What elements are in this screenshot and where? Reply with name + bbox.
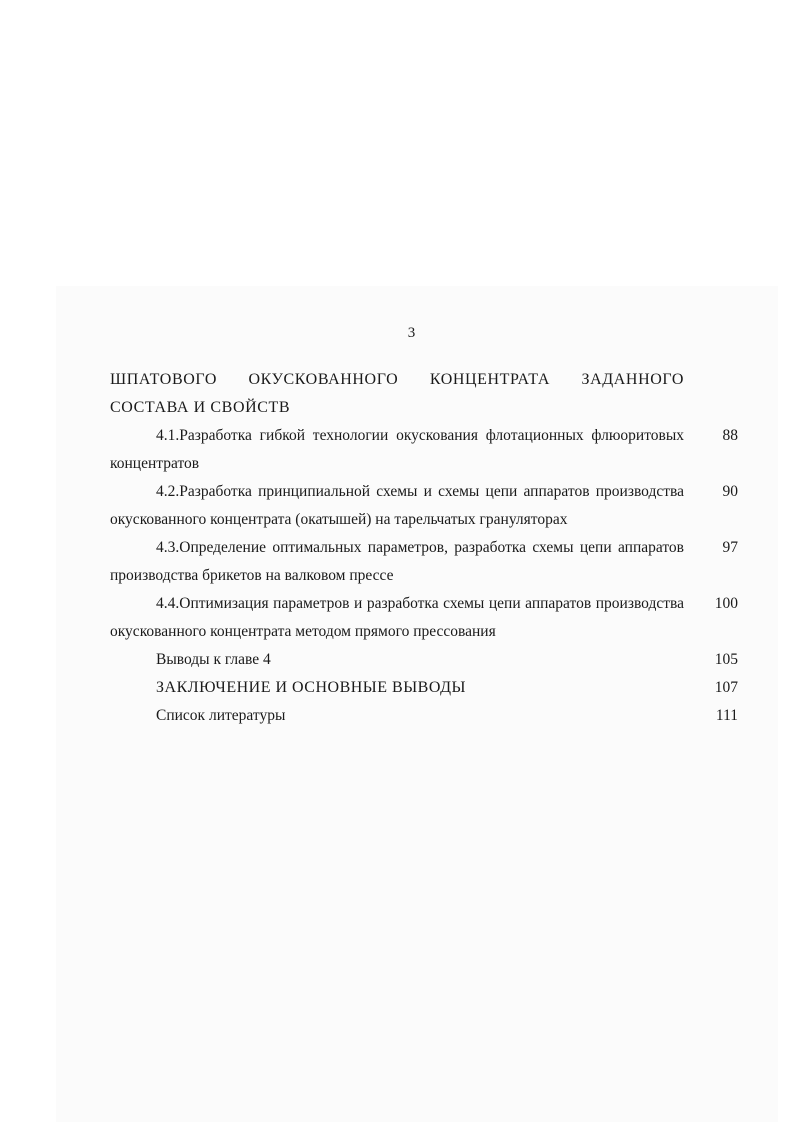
toc-entry-text: Выводы к главе 4 [156,651,271,668]
toc-entry-page: 97 [722,539,738,556]
toc-entry-page: 105 [714,651,738,668]
toc-entry-page: 90 [722,483,738,500]
toc-entry-text: Список литературы [156,707,286,724]
toc-entry-text: 4.4.Оптимизация параметров и разработка схемы цепи аппаратов производства окускованного концентрата методом прямого прессования [110,595,684,640]
table-of-contents [110,366,738,730]
toc-entry-4-2 [110,478,738,534]
toc-entry-4-1 [110,422,738,478]
chapter-heading-line-1: ШПАТОВОГО ОКУСКОВАННОГО КОНЦЕНТРАТА ЗАДАННОГО [110,371,684,388]
toc-entry-references [110,702,738,730]
toc-entry-text: 4.3.Определение оптимальных параметров, разработка схемы цепи аппаратов производства брикетов на валковом прессе [110,539,684,584]
page-number: 3 [407,325,416,341]
toc-entry-conclusions-ch4 [110,646,738,674]
toc-entry-page: 100 [714,595,738,612]
toc-entry-text: ЗАКЛЮЧЕНИЕ И ОСНОВНЫЕ ВЫВОДЫ [156,679,466,696]
toc-entry-4-3 [110,534,738,590]
toc-entry-conclusion [110,674,738,702]
chapter-heading-line-2: СОСТАВА И СВОЙСТВ [110,399,291,416]
toc-entry-4-4 [110,590,738,646]
toc-entry-text: 4.2.Разработка принципиальной схемы и схемы цепи аппаратов производства окускованного концентрата (окатышей) на тарельчатых грануляторах [110,483,684,528]
toc-entry-text: 4.1.Разработка гибкой технологии окускования флотационных флюоритовых концентратов [110,427,684,472]
toc-entry-page: 88 [722,427,738,444]
toc-entry-page: 107 [714,679,738,696]
toc-entry-page: 111 [715,707,738,724]
